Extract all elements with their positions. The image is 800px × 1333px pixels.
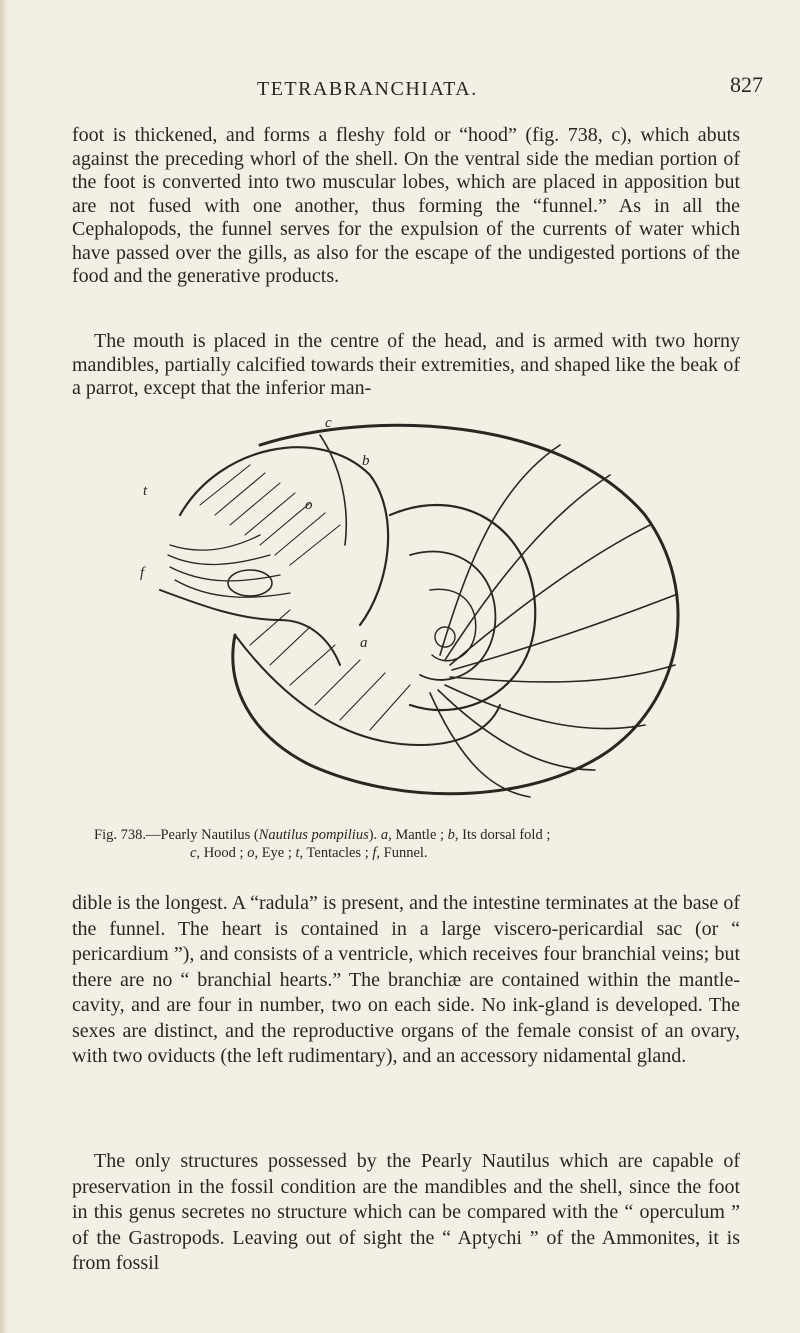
shell-outline (233, 425, 678, 793)
label-t: t (143, 483, 148, 499)
label-o: o (305, 497, 313, 513)
page-number: 827 (730, 72, 763, 97)
mantle (235, 635, 500, 745)
nautilus-figure (140, 405, 700, 820)
running-head: TETRABRANCHIATA. (257, 78, 478, 100)
septum (452, 595, 675, 670)
label-c: c (325, 415, 332, 431)
paragraph-fossil: The only structures possessed by the Pearly Nautilus which are capable of preservation in the fossil condition are the mandibles and the shell, since the foot in this genus secretes no structure which can be compared with the “ operculum ” of the Gastropods. Leaving out of sight the “ Aptychi ” of the Ammonites, it is from fossil (72, 1150, 740, 1274)
hood (180, 447, 388, 625)
caption-fig-number: Fig. 738. (94, 827, 146, 843)
mantle-hatching (250, 610, 410, 730)
caption-species: Nautilus pompilius (258, 827, 369, 843)
nautilus-illustration (140, 405, 700, 820)
label-a: a (360, 635, 368, 651)
septum (438, 690, 595, 770)
label-f: f (140, 565, 145, 581)
caption-line-2: c, Hood ; o, Eye ; t, Tentacles ; f, Funnel. (190, 845, 428, 861)
page-header (0, 72, 800, 112)
page-edge (0, 0, 8, 1333)
paragraph-hood-funnel: foot is thickened, and forms a fleshy fold or “hood” (fig. 738, c), which abuts against the preceding whorl of the shell. On the ventral side the median portion of the foot is converted into two muscular lobes, which are placed in apposition but are not fused with one another, thus forming the “funnel.” As in all the Cephalopods, the funnel serves for the expulsion of the currents of water which have passed over the gills, as also for the escape of the undigested portions of the food and the generative products. (72, 124, 740, 287)
septum (450, 665, 675, 682)
label-b: b (362, 453, 370, 469)
figure-caption: Fig. 738.—Pearly Nautilus (Nautilus pompilius). a, Mantle ; b, Its dorsal fold ; c, Hood ; o, Eye ; t, Tentacles ; f, Funnel. (94, 826, 724, 862)
septum (430, 693, 530, 797)
paragraph-mouth: The mouth is placed in the centre of the head, and is armed with two horny mandibles, partially calcified towards their extremities, and shaped like the beak of a parrot, except that the inferior man- (72, 330, 740, 399)
eye (228, 570, 272, 596)
whorl (390, 505, 535, 710)
hood-hatching (200, 465, 340, 565)
paragraph-anatomy: dible is the longest. A “radula” is present, and the intestine terminates at the base of the funnel. The heart is contained in a large viscero-pericardial sac (or “ pericardium ”), and consists of a ventricle, which receives four branchial veins; but there are no “ branchial hearts.” The branchiæ are contained within the mantle-cavity, and are four in number, two on each side. No ink-gland is developed. The sexes are distinct, and the reproductive organs of the female consist of an ovary, with two oviducts (the left rudimentary), and an accessory nidamental gland. (72, 892, 740, 1067)
